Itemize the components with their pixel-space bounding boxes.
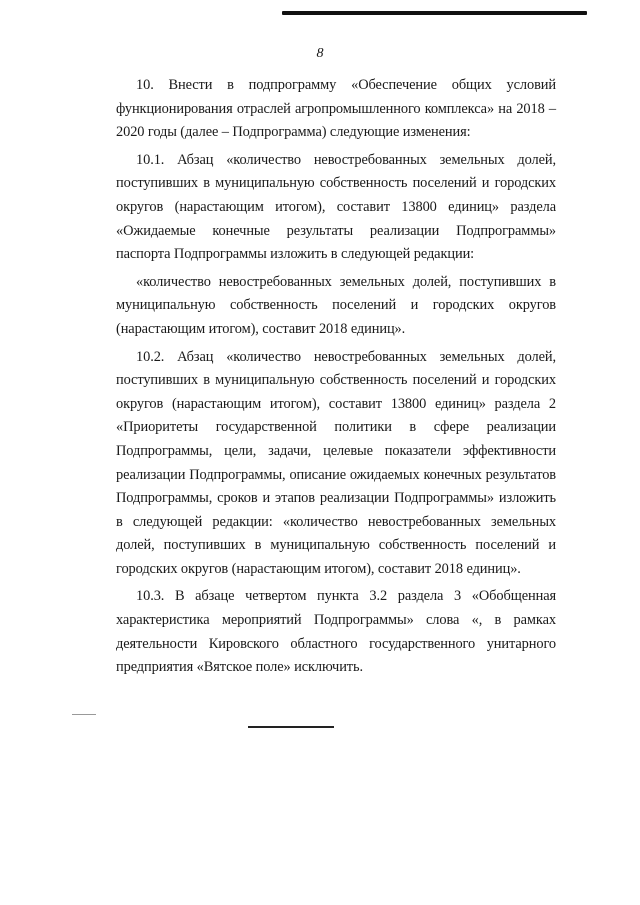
page-number: 8 [316,46,324,61]
paragraph-10-1: 10.1. Абзац «количество невостребованных земельных долей, поступивших в муниципальную собственность поселений и городских округов (нарастающим итогом), составит 13800 единиц» раздела «Ожидаемые конечные результаты реализации Подпрограммы» паспорта Подпрограммы изложить в следующей редакции: [116,151,556,263]
paragraph-10-2: 10.2. Абзац «количество невостребованных земельных долей, поступивших в муниципальную собственность поселений и городских округов (нарастающим итогом), составит 13800 единиц» раздела 2 «Приоритеты государственной политики в сфере реализации Подпрограммы, цели, задачи, целевые показатели эффективности реализации Подпрограммы, описание ожидаемых конечных результатов Подпрограммы, сроков и этапов реализации Подпрограммы» изложить в следующей редакции: «количество невостребованных земельных долей, поступивших в муниципальную собственность поселений и городских округов (нарастающим итогом), составит 2018 единиц». [116,348,556,577]
bottom-rule [248,726,334,728]
top-rule [282,11,587,15]
document-body [116,74,556,684]
paragraph-10-1-quote: «количество невостребованных земельных долей, поступивших в муниципальную собственность поселений и городских округов (нарастающим итогом), составит 2018 единиц». [116,273,556,337]
scan-mark [72,714,96,715]
paragraph-10: 10. Внести в подпрограмму «Обеспечение общих условий функционирования отраслей агропромышленного комплекса» на 2018 – 2020 годы (далее – Подпрограмма) следующие изменения: [116,77,556,141]
paragraph-10-3: 10.3. В абзаце четвертом пункта 3.2 раздела 3 «Обобщенная характеристика мероприятий Подпрограммы» слова «, в рамках деятельности Кировского областного государственного унитарного предприятия «Вятское поле» исключить. [116,588,556,676]
